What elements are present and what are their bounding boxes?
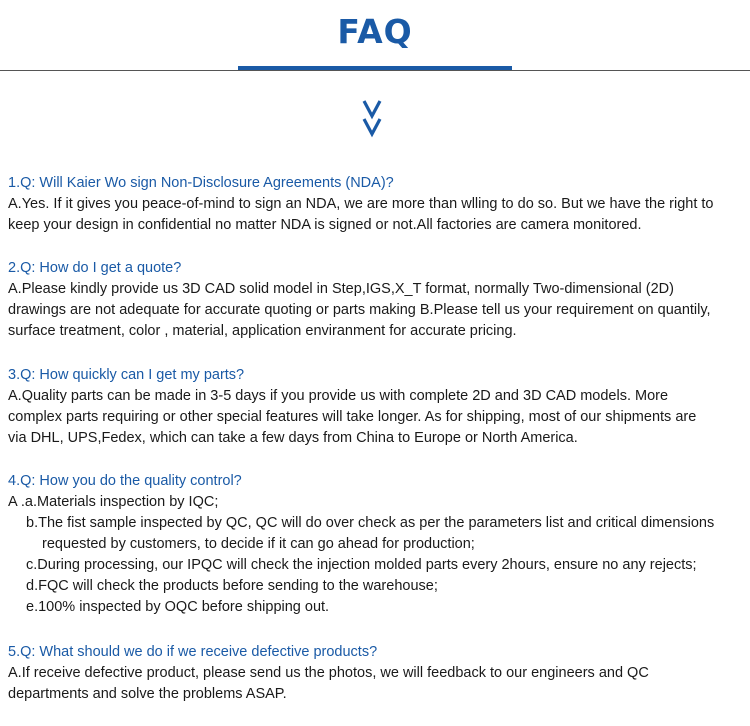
- faq-answer-line: b.The fist sample inspected by QC, QC will do over check as per the parameters list and critical dimensions: [26, 515, 715, 531]
- faq-answer-line: surface treatment, color , material, application enviranment for accurate pricing.: [8, 323, 517, 339]
- faq-question: 4.Q: How you do the quality control?: [8, 473, 242, 489]
- faq-answer-line: e.100% inspected by OQC before shipping out.: [26, 599, 330, 615]
- faq-item-2: [8, 258, 746, 342]
- faq-question: 3.Q: How quickly can I get my parts?: [8, 367, 245, 383]
- chevron-down-icon: [361, 98, 383, 138]
- faq-answer-line: A.Please kindly provide us 3D CAD solid model in Step,IGS,X_T format, normally Two-dimensional (2D): [8, 281, 674, 297]
- page-title: FAQ: [337, 12, 413, 51]
- header-divider: [0, 70, 750, 71]
- faq-answer-line: d.FQC will check the products before sending to the warehouse;: [26, 578, 438, 594]
- faq-item-3: [8, 365, 746, 449]
- faq-item-1: [8, 173, 746, 236]
- faq-question: 1.Q: Will Kaier Wo sign Non-Disclosure Agreements (NDA)?: [8, 175, 394, 191]
- faq-answer-line: c.During processing, our IPQC will check the injection molded parts every 2hours, ensure no any rejects;: [26, 557, 697, 573]
- faq-question: 2.Q: How do I get a quote?: [8, 260, 182, 276]
- faq-answer-line: via DHL, UPS,Fedex, which can take a few days from China to Europe or North America.: [8, 430, 578, 446]
- title-underline: [238, 66, 512, 70]
- faq-answer-line: complex parts requiring or other special features will take longer. As for shipping, most of our shipments are: [8, 409, 697, 425]
- faq-answer-line: drawings are not adequate for accurate quoting or parts making B.Please tell us your requirement on quantily,: [8, 302, 711, 318]
- faq-question: 5.Q: What should we do if we receive defective products?: [8, 644, 378, 660]
- faq-answer-line: A .a.Materials inspection by IQC;: [8, 494, 219, 510]
- faq-answer-line: A.If receive defective product, please send us the photos, we will feedback to our engineers and QC: [8, 665, 649, 681]
- faq-answer-line: A.Yes. If it gives you peace-of-mind to sign an NDA, we are more than wlling to do so. But we have the right to: [8, 196, 714, 212]
- faq-answer-line: departments and solve the problems ASAP.: [8, 686, 287, 702]
- faq-answer-line: A.Quality parts can be made in 3-5 days if you provide us with complete 2D and 3D CAD models. More: [8, 388, 669, 404]
- faq-answer-line: requested by customers, to decide if it can go ahead for production;: [42, 536, 475, 552]
- faq-item-5: [8, 642, 746, 705]
- faq-answer-line: keep your design in confidential no matter NDA is signed or not.All factories are camera monitored.: [8, 217, 642, 233]
- faq-item-4: [8, 471, 746, 618]
